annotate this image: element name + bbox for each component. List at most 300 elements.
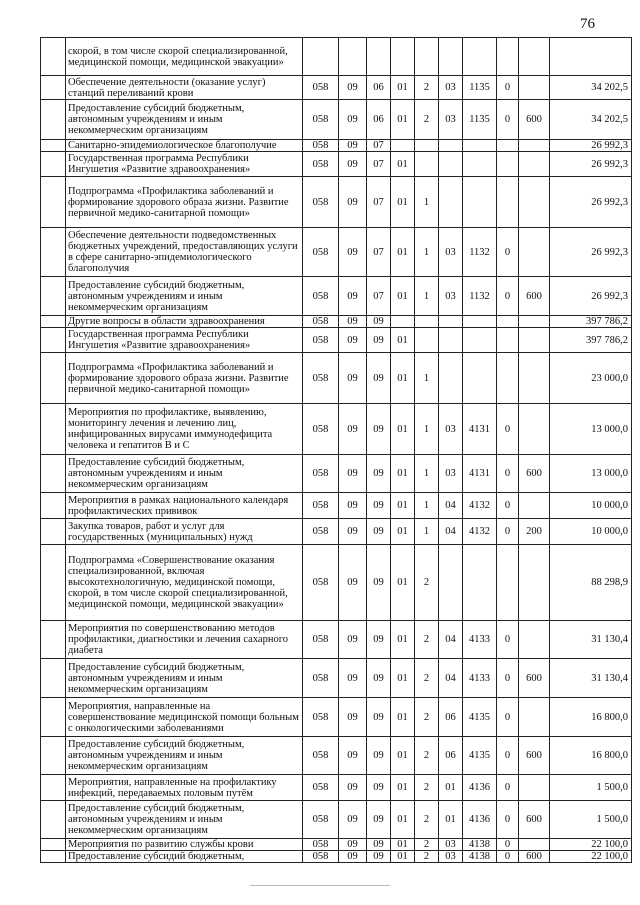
subsection-code-cell: 09 xyxy=(367,455,391,493)
suffix-code-cell xyxy=(497,316,519,328)
description-cell: Предоставление субсидий бюджетным, автономным учреждениям и иным некоммерческим организациям xyxy=(66,659,303,698)
activity-code-cell: 03 xyxy=(439,228,463,277)
amount-cell: 26 992,3 xyxy=(550,152,632,177)
activity-code-cell xyxy=(439,177,463,228)
suffix-code-cell: 0 xyxy=(497,455,519,493)
subsection-code-cell: 06 xyxy=(367,100,391,140)
description-cell: Мероприятия по развитию службы крови xyxy=(66,839,303,851)
table-row xyxy=(41,737,632,775)
description-cell: Санитарно-эпидемиологическое благополучие xyxy=(66,140,303,152)
direction-code-cell: 4138 xyxy=(463,851,497,863)
description-cell: Подпрограмма «Профилактика заболеваний и формирование здорового образа жизни. Развитие первичной медико-санитарной помощи» xyxy=(66,177,303,228)
subsection-code-cell: 06 xyxy=(367,76,391,100)
subprogram-code-cell xyxy=(415,328,439,353)
subsection-code-cell: 09 xyxy=(367,839,391,851)
expense-type-cell xyxy=(519,76,550,100)
subsection-code-cell: 07 xyxy=(367,152,391,177)
program-code-cell: 01 xyxy=(391,100,415,140)
table-row xyxy=(41,38,632,76)
amount-cell: 10 000,0 xyxy=(550,519,632,545)
direction-code-cell: 4132 xyxy=(463,519,497,545)
table-row xyxy=(41,519,632,545)
activity-code-cell: 03 xyxy=(439,455,463,493)
section-code-cell: 09 xyxy=(339,737,367,775)
expense-type-cell xyxy=(519,316,550,328)
subprogram-code-cell: 2 xyxy=(415,775,439,801)
expense-type-cell xyxy=(519,140,550,152)
description-cell: Подпрограмма «Совершенствование оказания специализированной, включая высокотехнологичную, медицинской помощи, скорой, в том числе скорой специализированной, медицинской помощи, медицинской эвакуации» xyxy=(66,545,303,621)
row-number-cell xyxy=(41,775,66,801)
amount-cell: 13 000,0 xyxy=(550,455,632,493)
row-number-cell xyxy=(41,839,66,851)
direction-code-cell: 1135 xyxy=(463,100,497,140)
row-number-cell xyxy=(41,851,66,863)
row-number-cell xyxy=(41,277,66,316)
row-number-cell xyxy=(41,659,66,698)
description-cell: Предоставление субсидий бюджетным, автономным учреждениям и иным некоммерческим организациям xyxy=(66,801,303,839)
section-code-cell: 09 xyxy=(339,177,367,228)
activity-code-cell: 04 xyxy=(439,621,463,659)
description-cell: Мероприятия по профилактике, выявлению, мониторингу лечения и лечению лиц, инфицированных вирусами иммунодефицита человека и гепатитов В и С xyxy=(66,404,303,455)
row-number-cell xyxy=(41,698,66,737)
subprogram-code-cell: 2 xyxy=(415,659,439,698)
subprogram-code-cell: 1 xyxy=(415,455,439,493)
row-number-cell xyxy=(41,38,66,76)
section-code-cell: 09 xyxy=(339,621,367,659)
suffix-code-cell xyxy=(497,38,519,76)
suffix-code-cell: 0 xyxy=(497,76,519,100)
description-cell: Мероприятия по совершенствованию методов профилактики, диагностики и лечения сахарного диабета xyxy=(66,621,303,659)
activity-code-cell: 03 xyxy=(439,100,463,140)
program-code-cell: 01 xyxy=(391,851,415,863)
suffix-code-cell: 0 xyxy=(497,228,519,277)
subprogram-code-cell: 1 xyxy=(415,493,439,519)
expense-type-cell: 600 xyxy=(519,801,550,839)
direction-code-cell: 4136 xyxy=(463,775,497,801)
suffix-code-cell: 0 xyxy=(497,698,519,737)
subprogram-code-cell: 2 xyxy=(415,737,439,775)
amount-cell: 26 992,3 xyxy=(550,140,632,152)
subsection-code-cell: 09 xyxy=(367,493,391,519)
row-number-cell xyxy=(41,519,66,545)
table-row xyxy=(41,228,632,277)
activity-code-cell: 03 xyxy=(439,76,463,100)
subprogram-code-cell: 2 xyxy=(415,76,439,100)
suffix-code-cell: 0 xyxy=(497,519,519,545)
row-number-cell xyxy=(41,404,66,455)
table-row xyxy=(41,328,632,353)
subsection-code-cell: 09 xyxy=(367,519,391,545)
program-code-cell: 01 xyxy=(391,455,415,493)
description-cell: Обеспечение деятельности (оказание услуг) станций переливаний крови xyxy=(66,76,303,100)
expense-type-cell xyxy=(519,621,550,659)
amount-cell: 1 500,0 xyxy=(550,775,632,801)
direction-code-cell: 1132 xyxy=(463,228,497,277)
section-code-cell: 09 xyxy=(339,152,367,177)
row-number-cell xyxy=(41,152,66,177)
suffix-code-cell: 0 xyxy=(497,277,519,316)
subsection-code-cell: 09 xyxy=(367,328,391,353)
expense-type-cell xyxy=(519,228,550,277)
row-number-cell xyxy=(41,493,66,519)
suffix-code-cell: 0 xyxy=(497,775,519,801)
section-code-cell: 09 xyxy=(339,76,367,100)
table-row xyxy=(41,698,632,737)
budget-table xyxy=(40,37,632,863)
section-code-cell: 09 xyxy=(339,455,367,493)
ministry-code-cell: 058 xyxy=(303,152,339,177)
ministry-code-cell: 058 xyxy=(303,737,339,775)
program-code-cell: 01 xyxy=(391,228,415,277)
section-code-cell: 09 xyxy=(339,659,367,698)
expense-type-cell xyxy=(519,38,550,76)
activity-code-cell xyxy=(439,545,463,621)
activity-code-cell xyxy=(439,328,463,353)
amount-cell: 22 100,0 xyxy=(550,851,632,863)
description-cell: Предоставление субсидий бюджетным, xyxy=(66,851,303,863)
expense-type-cell: 600 xyxy=(519,455,550,493)
page-number: 76 xyxy=(580,16,595,32)
subsection-code-cell: 07 xyxy=(367,228,391,277)
amount-cell: 1 500,0 xyxy=(550,801,632,839)
ministry-code-cell: 058 xyxy=(303,228,339,277)
table-row xyxy=(41,621,632,659)
direction-code-cell xyxy=(463,316,497,328)
subsection-code-cell: 09 xyxy=(367,775,391,801)
program-code-cell: 01 xyxy=(391,621,415,659)
amount-cell: 397 786,2 xyxy=(550,328,632,353)
activity-code-cell: 03 xyxy=(439,277,463,316)
direction-code-cell: 1135 xyxy=(463,76,497,100)
section-code-cell: 09 xyxy=(339,851,367,863)
program-code-cell: 01 xyxy=(391,277,415,316)
table-row xyxy=(41,659,632,698)
activity-code-cell: 04 xyxy=(439,659,463,698)
subprogram-code-cell: 2 xyxy=(415,851,439,863)
row-number-cell xyxy=(41,140,66,152)
program-code-cell: 01 xyxy=(391,659,415,698)
direction-code-cell: 4138 xyxy=(463,839,497,851)
program-code-cell: 01 xyxy=(391,801,415,839)
direction-code-cell: 4131 xyxy=(463,455,497,493)
table-row xyxy=(41,545,632,621)
activity-code-cell xyxy=(439,316,463,328)
suffix-code-cell: 0 xyxy=(497,404,519,455)
amount-cell: 16 800,0 xyxy=(550,698,632,737)
suffix-code-cell: 0 xyxy=(497,493,519,519)
amount-cell: 26 992,3 xyxy=(550,277,632,316)
row-number-cell xyxy=(41,737,66,775)
ministry-code-cell: 058 xyxy=(303,76,339,100)
table-row xyxy=(41,493,632,519)
expense-type-cell xyxy=(519,775,550,801)
description-cell: Мероприятия, направленные на совершенствование медицинской помощи больным с онкологическими заболеваниями xyxy=(66,698,303,737)
row-number-cell xyxy=(41,545,66,621)
section-code-cell: 09 xyxy=(339,328,367,353)
description-cell: скорой, в том числе скорой специализированной, медицинской помощи, медицинской эвакуации» xyxy=(66,38,303,76)
program-code-cell: 01 xyxy=(391,519,415,545)
ministry-code-cell xyxy=(303,38,339,76)
amount-cell: 31 130,4 xyxy=(550,659,632,698)
activity-code-cell xyxy=(439,152,463,177)
table-row xyxy=(41,177,632,228)
section-code-cell xyxy=(339,38,367,76)
subprogram-code-cell: 2 xyxy=(415,801,439,839)
activity-code-cell xyxy=(439,140,463,152)
description-cell: Другие вопросы в области здравоохранения xyxy=(66,316,303,328)
program-code-cell: 01 xyxy=(391,328,415,353)
program-code-cell: 01 xyxy=(391,404,415,455)
activity-code-cell: 04 xyxy=(439,493,463,519)
ministry-code-cell: 058 xyxy=(303,455,339,493)
subsection-code-cell: 09 xyxy=(367,353,391,404)
ministry-code-cell: 058 xyxy=(303,100,339,140)
suffix-code-cell: 0 xyxy=(497,659,519,698)
subprogram-code-cell: 1 xyxy=(415,404,439,455)
ministry-code-cell: 058 xyxy=(303,839,339,851)
description-cell: Подпрограмма «Профилактика заболеваний и формирование здорового образа жизни. Развитие первичной медико-санитарной помощи» xyxy=(66,353,303,404)
table-row xyxy=(41,277,632,316)
table-row xyxy=(41,455,632,493)
amount-cell: 10 000,0 xyxy=(550,493,632,519)
activity-code-cell: 06 xyxy=(439,737,463,775)
direction-code-cell xyxy=(463,38,497,76)
table-body xyxy=(41,38,632,863)
expense-type-cell: 600 xyxy=(519,277,550,316)
subsection-code-cell: 09 xyxy=(367,801,391,839)
subprogram-code-cell: 1 xyxy=(415,228,439,277)
activity-code-cell xyxy=(439,38,463,76)
program-code-cell: 01 xyxy=(391,76,415,100)
row-number-cell xyxy=(41,228,66,277)
section-code-cell: 09 xyxy=(339,519,367,545)
activity-code-cell: 04 xyxy=(439,519,463,545)
program-code-cell: 01 xyxy=(391,545,415,621)
ministry-code-cell: 058 xyxy=(303,277,339,316)
program-code-cell: 01 xyxy=(391,177,415,228)
subprogram-code-cell: 1 xyxy=(415,277,439,316)
row-number-cell xyxy=(41,353,66,404)
ministry-code-cell: 058 xyxy=(303,851,339,863)
expense-type-cell xyxy=(519,839,550,851)
suffix-code-cell xyxy=(497,353,519,404)
amount-cell: 16 800,0 xyxy=(550,737,632,775)
subprogram-code-cell: 2 xyxy=(415,839,439,851)
program-code-cell: 01 xyxy=(391,698,415,737)
table-row xyxy=(41,851,632,863)
expense-type-cell xyxy=(519,152,550,177)
subsection-code-cell: 09 xyxy=(367,545,391,621)
program-code-cell: 01 xyxy=(391,152,415,177)
direction-code-cell: 4135 xyxy=(463,698,497,737)
amount-cell: 26 992,3 xyxy=(550,228,632,277)
expense-type-cell xyxy=(519,545,550,621)
direction-code-cell xyxy=(463,177,497,228)
program-code-cell: 01 xyxy=(391,775,415,801)
suffix-code-cell xyxy=(497,140,519,152)
section-code-cell: 09 xyxy=(339,801,367,839)
table-row xyxy=(41,316,632,328)
activity-code-cell xyxy=(439,353,463,404)
suffix-code-cell xyxy=(497,545,519,621)
row-number-cell xyxy=(41,177,66,228)
description-cell: Предоставление субсидий бюджетным, автономным учреждениям и иным некоммерческим организациям xyxy=(66,277,303,316)
direction-code-cell: 4133 xyxy=(463,621,497,659)
amount-cell: 22 100,0 xyxy=(550,839,632,851)
table-row xyxy=(41,775,632,801)
subprogram-code-cell xyxy=(415,38,439,76)
description-cell: Предоставление субсидий бюджетным, автономным учреждениям и иным некоммерческим организациям xyxy=(66,455,303,493)
subsection-code-cell xyxy=(367,38,391,76)
amount-cell: 13 000,0 xyxy=(550,404,632,455)
description-cell: Предоставление субсидий бюджетным, автономным учреждениям и иным некоммерческим организациям xyxy=(66,100,303,140)
direction-code-cell xyxy=(463,328,497,353)
suffix-code-cell: 0 xyxy=(497,801,519,839)
subprogram-code-cell: 1 xyxy=(415,353,439,404)
expense-type-cell xyxy=(519,353,550,404)
ministry-code-cell: 058 xyxy=(303,316,339,328)
section-code-cell: 09 xyxy=(339,316,367,328)
program-code-cell: 01 xyxy=(391,839,415,851)
description-cell: Государственная программа Республики Ингушетия «Развитие здравоохранения» xyxy=(66,152,303,177)
suffix-code-cell: 0 xyxy=(497,100,519,140)
table-row xyxy=(41,152,632,177)
subsection-code-cell: 07 xyxy=(367,140,391,152)
expense-type-cell: 600 xyxy=(519,659,550,698)
amount-cell: 31 130,4 xyxy=(550,621,632,659)
direction-code-cell: 4131 xyxy=(463,404,497,455)
direction-code-cell xyxy=(463,545,497,621)
row-number-cell xyxy=(41,621,66,659)
description-cell: Мероприятия в рамках национального календаря профилактических прививок xyxy=(66,493,303,519)
description-cell: Мероприятия, направленные на профилактику инфекций, передаваемых половым путём xyxy=(66,775,303,801)
ministry-code-cell: 058 xyxy=(303,659,339,698)
subprogram-code-cell xyxy=(415,316,439,328)
table-row xyxy=(41,140,632,152)
activity-code-cell: 06 xyxy=(439,698,463,737)
direction-code-cell: 4136 xyxy=(463,801,497,839)
suffix-code-cell: 0 xyxy=(497,621,519,659)
amount-cell: 34 202,5 xyxy=(550,100,632,140)
subprogram-code-cell: 2 xyxy=(415,621,439,659)
amount-cell: 26 992,3 xyxy=(550,177,632,228)
row-number-cell xyxy=(41,76,66,100)
subsection-code-cell: 09 xyxy=(367,698,391,737)
section-code-cell: 09 xyxy=(339,140,367,152)
ministry-code-cell: 058 xyxy=(303,140,339,152)
table-row xyxy=(41,839,632,851)
program-code-cell: 01 xyxy=(391,493,415,519)
section-code-cell: 09 xyxy=(339,353,367,404)
suffix-code-cell xyxy=(497,328,519,353)
description-cell: Закупка товаров, работ и услуг для государственных (муниципальных) нужд xyxy=(66,519,303,545)
subprogram-code-cell: 1 xyxy=(415,177,439,228)
direction-code-cell xyxy=(463,353,497,404)
suffix-code-cell: 0 xyxy=(497,839,519,851)
description-cell: Государственная программа Республики Ингушетия «Развитие здравоохранения» xyxy=(66,328,303,353)
activity-code-cell: 03 xyxy=(439,404,463,455)
direction-code-cell: 4132 xyxy=(463,493,497,519)
subprogram-code-cell: 2 xyxy=(415,100,439,140)
table-row xyxy=(41,76,632,100)
section-code-cell: 09 xyxy=(339,545,367,621)
subprogram-code-cell xyxy=(415,152,439,177)
program-code-cell xyxy=(391,140,415,152)
expense-type-cell xyxy=(519,404,550,455)
activity-code-cell: 01 xyxy=(439,801,463,839)
table-row xyxy=(41,801,632,839)
ministry-code-cell: 058 xyxy=(303,621,339,659)
row-number-cell xyxy=(41,801,66,839)
row-number-cell xyxy=(41,316,66,328)
subsection-code-cell: 07 xyxy=(367,277,391,316)
direction-code-cell xyxy=(463,140,497,152)
expense-type-cell: 600 xyxy=(519,100,550,140)
description-cell: Предоставление субсидий бюджетным, автономным учреждениям и иным некоммерческим организациям xyxy=(66,737,303,775)
suffix-code-cell: 0 xyxy=(497,737,519,775)
amount-cell xyxy=(550,38,632,76)
expense-type-cell: 600 xyxy=(519,851,550,863)
section-code-cell: 09 xyxy=(339,277,367,316)
direction-code-cell: 4133 xyxy=(463,659,497,698)
ministry-code-cell: 058 xyxy=(303,177,339,228)
amount-cell: 23 000,0 xyxy=(550,353,632,404)
program-code-cell: 01 xyxy=(391,353,415,404)
amount-cell: 88 298,9 xyxy=(550,545,632,621)
suffix-code-cell xyxy=(497,177,519,228)
section-code-cell: 09 xyxy=(339,228,367,277)
scan-artifact-line xyxy=(250,885,390,886)
ministry-code-cell: 058 xyxy=(303,404,339,455)
ministry-code-cell: 058 xyxy=(303,353,339,404)
ministry-code-cell: 058 xyxy=(303,519,339,545)
row-number-cell xyxy=(41,455,66,493)
section-code-cell: 09 xyxy=(339,100,367,140)
subprogram-code-cell: 2 xyxy=(415,698,439,737)
subprogram-code-cell: 1 xyxy=(415,519,439,545)
expense-type-cell xyxy=(519,698,550,737)
amount-cell: 397 786,2 xyxy=(550,316,632,328)
suffix-code-cell: 0 xyxy=(497,851,519,863)
direction-code-cell: 4135 xyxy=(463,737,497,775)
activity-code-cell: 03 xyxy=(439,851,463,863)
ministry-code-cell: 058 xyxy=(303,775,339,801)
direction-code-cell: 1132 xyxy=(463,277,497,316)
subsection-code-cell: 09 xyxy=(367,316,391,328)
subsection-code-cell: 09 xyxy=(367,737,391,775)
ministry-code-cell: 058 xyxy=(303,328,339,353)
subprogram-code-cell: 2 xyxy=(415,545,439,621)
ministry-code-cell: 058 xyxy=(303,801,339,839)
direction-code-cell xyxy=(463,152,497,177)
expense-type-cell xyxy=(519,328,550,353)
expense-type-cell xyxy=(519,493,550,519)
row-number-cell xyxy=(41,100,66,140)
activity-code-cell: 03 xyxy=(439,839,463,851)
section-code-cell: 09 xyxy=(339,775,367,801)
activity-code-cell: 01 xyxy=(439,775,463,801)
table-row xyxy=(41,353,632,404)
section-code-cell: 09 xyxy=(339,493,367,519)
row-number-cell xyxy=(41,328,66,353)
subsection-code-cell: 09 xyxy=(367,621,391,659)
table-row xyxy=(41,404,632,455)
section-code-cell: 09 xyxy=(339,698,367,737)
program-code-cell: 01 xyxy=(391,737,415,775)
subprogram-code-cell xyxy=(415,140,439,152)
table-row xyxy=(41,100,632,140)
subsection-code-cell: 09 xyxy=(367,851,391,863)
